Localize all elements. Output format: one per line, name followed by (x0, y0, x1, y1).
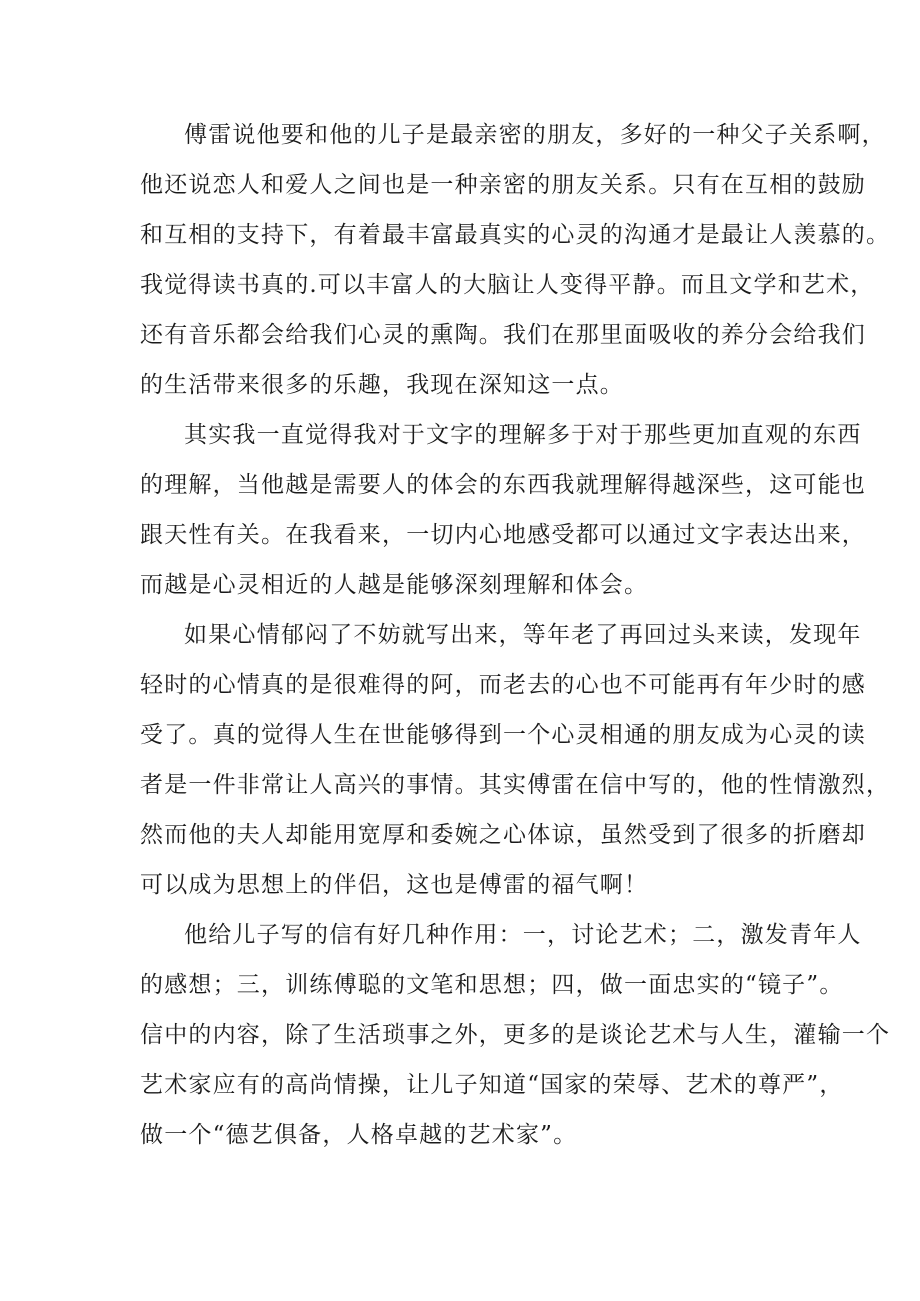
paragraph-2-line-1: 其实我一直觉得我对于文字的理解多于对于那些更加直观的东西 (184, 422, 862, 448)
paragraph-4-line-2: 的感想；三，训练傅聪的文笔和思想；四，做一面忠实的“镜子”。 (140, 972, 844, 998)
document-page (140, 110, 891, 1160)
paragraph-1-line-6: 的生活带来很多的乐趣，我现在深知这一点。 (140, 372, 624, 398)
paragraph-1-line-1: 傅雷说他要和他的儿子是最亲密的朋友，多好的一种父子关系啊， (184, 122, 886, 148)
paragraph-3-line-6: 可以成为思想上的伴侣，这也是傅雷的福气啊！ (140, 872, 649, 898)
paragraph-2-line-4: 而越是心灵相近的人越是能够深刻理解和体会。 (140, 572, 649, 598)
paragraph-3-line-3: 受了。真的觉得人生在世能够得到一个心灵相通的朋友成为心灵的读 (140, 722, 866, 748)
paragraph-4-line-1: 他给儿子写的信有好几种作用：一，讨论艺术；二，激发青年人 (184, 922, 862, 948)
paragraph-4-line-3: 信中的内容，除了生活琐事之外，更多的是谈论艺术与人生，灌输一个 (140, 1022, 891, 1048)
paragraph-1-line-5: 还有音乐都会给我们心灵的熏陶。我们在那里面吸收的养分会给我们 (140, 322, 866, 348)
paragraph-1-line-2: 他还说恋人和爱人之间也是一种亲密的朋友关系。只有在互相的鼓励 (140, 172, 866, 198)
paragraph-3-line-1: 如果心情郁闷了不妨就写出来，等年老了再回过头来读，发现年 (184, 622, 862, 648)
paragraph-4-line-4: 艺术家应有的高尚情操，让儿子知道“国家的荣辱、艺术的尊严”， (140, 1072, 844, 1098)
paragraph-3-line-2: 轻时的心情真的是很难得的阿，而老去的心也不可能再有年少时的感 (140, 672, 866, 698)
paragraph-4-line-5: 做一个“德艺俱备，人格卓越的艺术家”。 (140, 1122, 578, 1148)
paragraph-2-line-2: 的理解，当他越是需要人的体会的东西我就理解得越深些，这可能也 (140, 472, 866, 498)
paragraph-1-line-4: 我觉得读书真的.可以丰富人的大脑让人变得平静。而且文学和艺术， (140, 272, 875, 298)
paragraph-2-line-3: 跟天性有关。在我看来，一切内心地感受都可以通过文字表达出来， (140, 522, 866, 548)
paragraph-3-line-4: 者是一件非常让人高兴的事情。其实傅雷在信中写的，他的性情激烈， (140, 772, 891, 798)
paragraph-1-line-3: 和互相的支持下，有着最丰富最真实的心灵的沟通才是最让人羡慕的。 (140, 222, 891, 248)
paragraph-3-line-5: 然而他的夫人却能用宽厚和委婉之心体谅，虽然受到了很多的折磨却 (140, 822, 866, 848)
